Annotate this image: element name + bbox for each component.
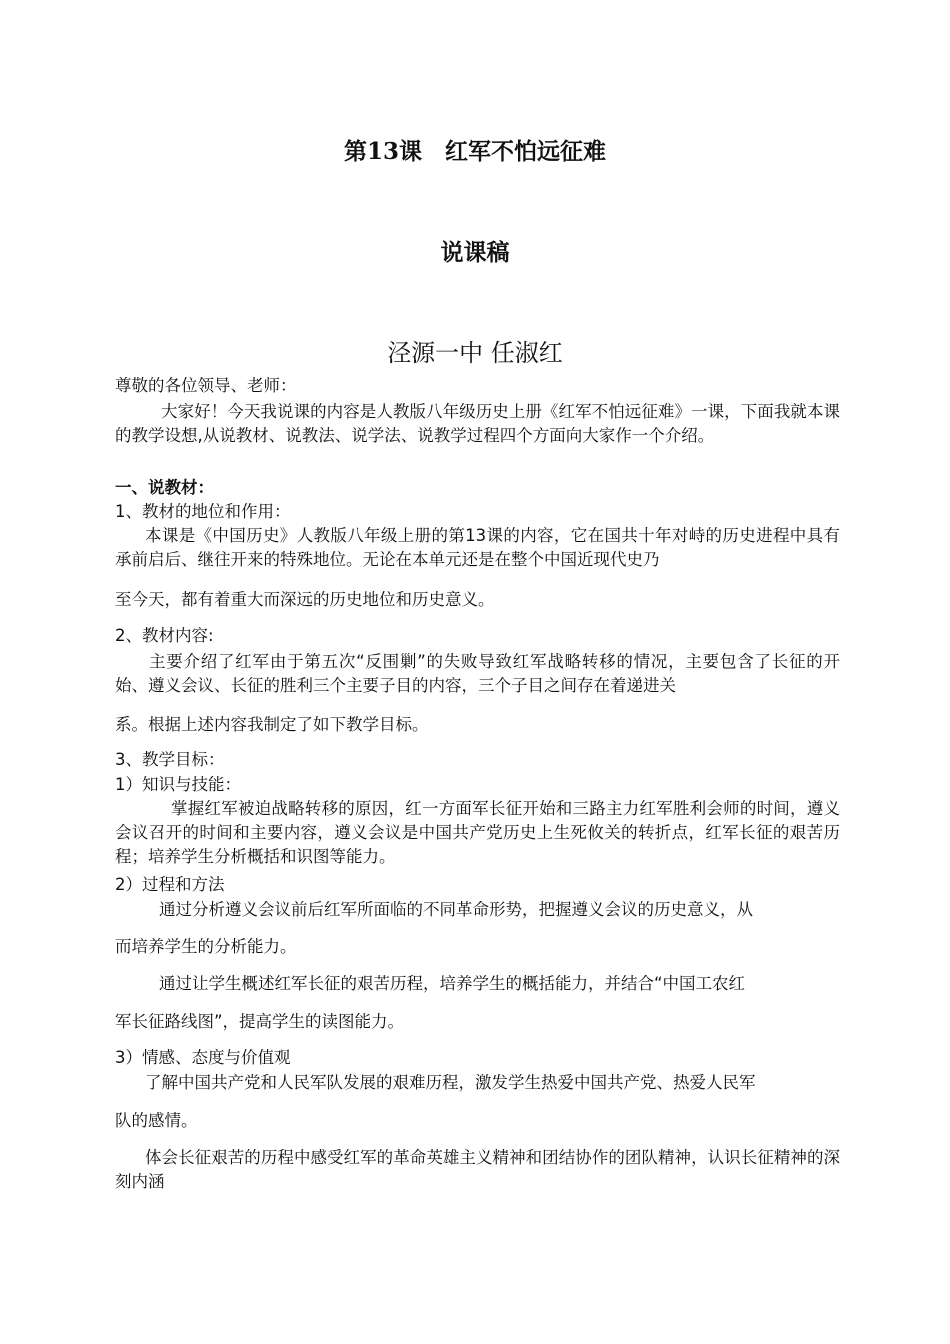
author-line: 泾源一中 任淑红 [387, 339, 563, 367]
goal3-paragraph1-part2: 队的感情。 [115, 1111, 198, 1130]
section-heading-textbook: 一、说教材： [115, 478, 214, 497]
subheading-goals: 3、教学目标： [115, 750, 225, 769]
lesson-title: 第13课 红军不怕远征难 [343, 138, 606, 165]
intro-paragraph: 大家好！今天我说课的内容是人教版八年级历史上册《红军不怕远征难》一课，下面我就本课的教学设想,从说教材、说教法、说学法、说教学过程四个方面向大家作一个介绍。 [115, 402, 840, 445]
goal2-paragraph2-part1: 通过让学生概述红军长征的艰苦历程，培养学生的概括能力，并结合“中国工农红 [159, 974, 746, 993]
content-paragraph-part2: 系。根据上述内容我制定了如下教学目标。 [115, 715, 429, 734]
goal3-paragraph1-part1: 了解中国共产党和人民军队发展的艰难历程，激发学生热爱中国共产党、热爱人民军 [145, 1073, 756, 1092]
subheading-content: 2、教材内容: [115, 626, 214, 645]
goal3-heading: 3）情感、态度与价值观 [115, 1048, 291, 1067]
goal1-heading: 1）知识与技能： [115, 775, 241, 794]
goal2-paragraph1-part2: 而培养学生的分析能力。 [115, 937, 297, 956]
greeting: 尊敬的各位领导、老师： [115, 376, 297, 395]
subheading-position: 1、教材的地位和作用： [115, 502, 291, 521]
document-subtitle: 说课稿 [440, 239, 510, 266]
position-paragraph-part1: 本课是《中国历史》人教版八年级上册的第13课的内容，它在国共十年对峙的历史进程中具有承前启后、继往开来的特殊地位。无论在本单元还是在整个中国近现代史乃 [115, 526, 840, 569]
goal3-paragraph2: 体会长征艰苦的历程中感受红军的革命英雄主义精神和团结协作的团队精神，认识长征精神的深刻内涵 [115, 1148, 840, 1191]
position-paragraph-part2: 至今天，都有着重大而深远的历史地位和历史意义。 [115, 590, 495, 609]
goal2-paragraph2-part2: 军长征路线图”，提高学生的读图能力。 [115, 1012, 405, 1031]
goal2-paragraph1-part1: 通过分析遵义会议前后红军所面临的不同革命形势，把握遵义会议的历史意义，从 [159, 900, 753, 919]
goal1-paragraph: 掌握红军被迫战略转移的原因，红一方面军长征开始和三路主力红军胜利会师的时间，遵义会议召开的时间和主要内容，遵义会议是中国共产党历史上生死攸关的转折点，红军长征的艰苦历程；培养学生分析概括和识图等能力。 [115, 799, 840, 866]
content-paragraph-part1: 主要介绍了红军由于第五次“反围剿”的失败导致红军战略转移的情况，主要包含了长征的开始、遵义会议、长征的胜利三个主要子目的内容，三个子目之间存在着递进关 [115, 652, 840, 695]
goal2-heading: 2）过程和方法 [115, 875, 225, 894]
